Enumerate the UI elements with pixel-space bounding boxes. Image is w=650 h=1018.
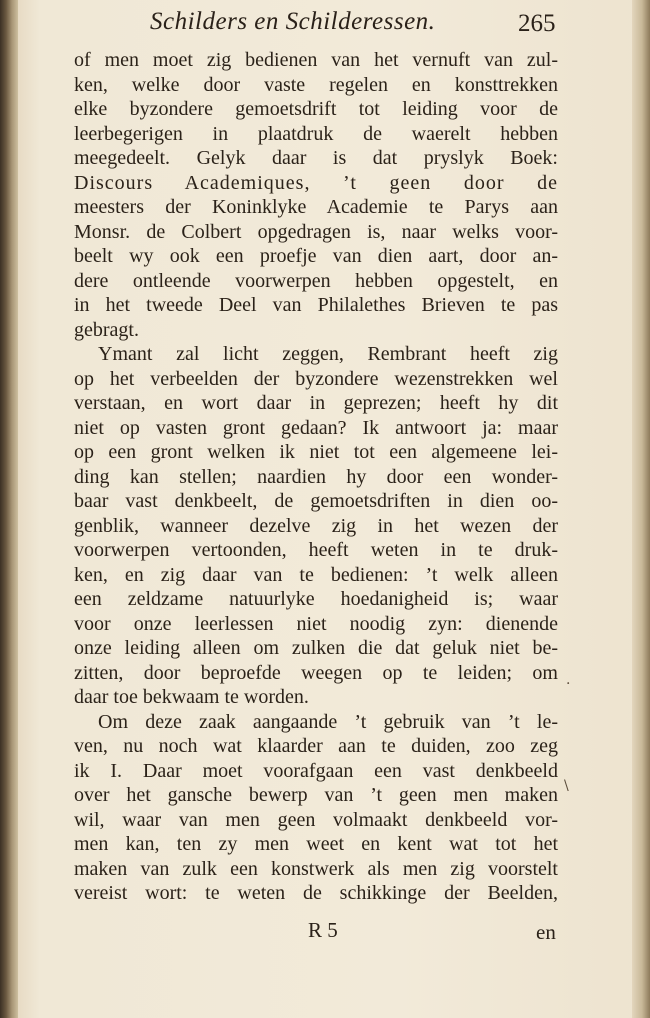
text-line: een zeldzame natuurlyke hoedanigheid is; waar [74, 588, 558, 610]
text-line: op een gront welken ik niet tot een algemeene lei- [74, 441, 558, 463]
book-gutter-left [0, 0, 18, 1018]
text-line: onze leiding alleen om zulken die dat geluk niet be- [74, 637, 558, 659]
text-line: ken, en zig daar van te bedienen: ’t welk alleen [74, 563, 558, 586]
text-line: Om deze zaak aangaande ’t gebruik van ’t le- [98, 710, 558, 733]
text-line: verstaan, en wort daar in geprezen; heeft hy dit [74, 392, 558, 414]
text-line: daar toe bekwaam te worden. [74, 686, 309, 708]
text-line: meegedeelt. Gelyk daar is dat pryslyk Boek: [74, 147, 558, 169]
margin-speck: · [566, 676, 571, 692]
text-line: zitten, door beproefde weegen op te leiden; om [74, 661, 558, 684]
text-line: beelt wy ook een proefje van dien aart, door an- [74, 245, 558, 267]
text-line: maken van zulk een konstwerk als men zig voorstelt [74, 857, 558, 880]
text-line: elke byzondere gemoetsdrift tot leiding voor de [74, 98, 558, 120]
text-line: voor onze leerlessen niet noodig zyn: dienende [74, 612, 558, 635]
text-line: niet op vasten gront gedaan? Ik antwoort ja: maar [74, 416, 558, 439]
text-line: ken, welke door vaste regelen en konsttrekken [74, 73, 558, 96]
catchword: en [536, 920, 556, 944]
text-line: dere ontleende voorwerpen hebben opgestelt, en [74, 269, 558, 292]
text-line: of men moet zig bedienen van het vernuft van zul- [74, 49, 558, 71]
running-head: Schilders en Schilderessen. [150, 8, 436, 35]
text-line: op het verbeelden der byzondere wezenstrekken wel [74, 367, 558, 390]
text-line: Discours Academiques, ’t geen door de [74, 171, 558, 194]
text-line: genblik, wanneer dezelve zig in het wezen der [74, 514, 558, 537]
signature-mark: R 5 [308, 918, 338, 942]
text-line: voorwerpen vertoonden, heeft weten in te druk- [74, 539, 558, 561]
text-line: baar vast denkbeelt, de gemoetsdriften in dien oo- [74, 490, 558, 512]
text-line: ven, nu noch wat klaarder aan te duiden, zoo zeg [74, 735, 558, 757]
text-line: leerbegerigen in plaatdruk de waerelt hebben [74, 122, 558, 145]
text-line: gebragt. [74, 318, 139, 341]
text-line: vereist wort: te weten de schikkinge der Beelden, [74, 882, 558, 904]
text-line: wil, waar van men geen volmaakt denkbeeld vor- [74, 808, 558, 831]
text-line: meesters der Koninklyke Academie te Parys aan [74, 196, 558, 218]
text-line: ding kan stellen; naardien hy door een wonder- [74, 465, 558, 488]
text-line: in het tweede Deel van Philalethes Brieven te pas [74, 294, 558, 316]
text-line: men kan, ten zy men weet en kent wat tot het [74, 833, 558, 855]
text-line: Ymant zal licht zeggen, Rembrant heeft zig [98, 343, 558, 365]
book-edge-right [632, 0, 650, 1018]
margin-stroke: \ [564, 778, 569, 794]
text-line: ik I. Daar moet voorafgaan een vast denkbeeld [74, 759, 558, 782]
text-line: Monsr. de Colbert opgedragen is, naar welks voor- [74, 220, 558, 243]
body-text [74, 48, 558, 906]
text-line: over het gansche bewerp van ’t geen men maken [74, 784, 558, 806]
page-number: 265 [518, 10, 556, 37]
